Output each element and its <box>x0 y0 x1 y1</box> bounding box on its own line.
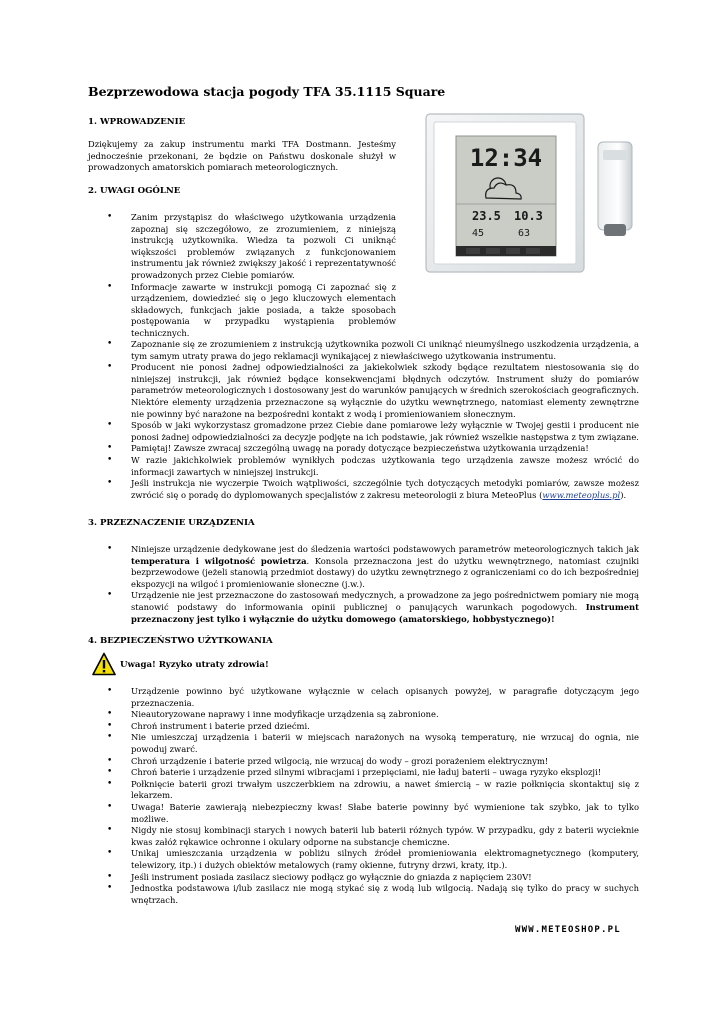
list-item <box>131 544 639 590</box>
list-item: • Urządzenie powinno być użytkowane wyłącznie w celach opisanych powyżej, w paragrafie dotyczącym jego przeznaczenia. <box>131 686 639 709</box>
footer-url: WWW.METEOSHOP.PL <box>515 925 621 935</box>
list-item: • Sposób w jaki wykorzystasz gromadzone przez Ciebie dane pomiarowe leży wyłącznie w Twojej gestii i producent nie ponosi żadnej odpowiedzialności za decyzje podjęte na ich podstawie, jak również wszelkie następstwa z tym związane. <box>131 420 639 443</box>
safety-list <box>131 686 639 906</box>
section-heading-general-notes: 2. UWAGI OGÓLNE <box>88 186 181 196</box>
display-temp-outdoor: 10.3 <box>514 209 543 223</box>
list-item: • Zapoznanie się ze zrozumieniem z instrukcją użytkownika pozwoli Ci uniknąć nieumyślnego uszkodzenia urządzenia, a tym samym utraty prawa do jego reklamacji wynikającej z niewłaściwego użytkowania instrumentu. <box>131 339 639 362</box>
section-heading-purpose: 3. PRZEZNACZENIE URZĄDZENIA <box>88 518 255 528</box>
display-time: 12:34 <box>469 144 543 172</box>
list-item-text: Jeśli instrukcja nie wyczerpie Twoich wątpliwości, szczególnie tych dotyczących metodyki pomiarów, zawsze możesz zwrócić się o poradę do dyplomowanych specjalistów z zakresu meteorologii z biura MeteoPlus ( <box>131 478 639 500</box>
list-item: • Nigdy nie stosuj kombinacji starych i nowych baterii lub baterii różnych typów. W przypadku, gdy z baterii wycieknie kwas załóż rękawice ochronne i okulary odporne na substancje chemiczne. <box>131 825 639 848</box>
product-image <box>420 108 640 278</box>
list-item: • Chroń baterie i urządzenie przed silnymi wibracjami i przepięciami, nie ładuj baterii – uwaga ryzyko eksplozji! <box>131 767 639 779</box>
purpose-text: Niniejsze urządzenie dedykowane jest do śledzenia wartości podstawowych parametrów meteorologicznych takich jak <box>131 544 639 554</box>
health-warning: Uwaga! Ryzyko utraty zdrowia! <box>120 660 269 670</box>
display-hum-outdoor: 63 <box>518 228 531 239</box>
meteoplus-link[interactable]: www.meteoplus.pl <box>542 489 621 500</box>
display-hum-indoor: 45 <box>472 228 485 239</box>
list-item <box>131 590 639 625</box>
purpose-bold-2: Instrument przeznaczony jest tylko i wyłącznie do użytku domowego (amatorskiego, hobbystycznego)! <box>131 601 639 624</box>
general-notes-list-wide <box>131 339 639 501</box>
list-item: • Połknięcie baterii grozi trwałym uszczerbkiem na zdrowiu, a nawet śmiercią – w razie połknięcia skontaktuj się z lekarzem. <box>131 779 639 802</box>
list-item: • Producent nie ponosi żadnej odpowiedzialności za jakiekolwiek szkody będące rezultatem niestosowania się do niniejszej instrukcji, jak również będące konsekwencjami błędnych odczytów. Instrument służy do pomiarów parametrów meteorologicznych i dostosowany jest do warunków panujących w średnich szerokościach geograficznych. Niektóre elementy urządzenia przeznaczone są wyłącznie do użytku wewnętrznego, natomiast elementy zewnętrzne nie powinny być narażone na bezpośredni kontakt z wodą i promieniowaniem słonecznym. <box>131 362 639 420</box>
list-item: • Informacje zawarte w instrukcji pomogą Ci zapoznać się z urządzeniem, dowiedzieć się o jego kluczowych elementach składowych, funkcjach jakie posiada, a także sposobach postępowania w przypadku wystąpienia problemów technicznych. <box>131 282 396 340</box>
purpose-bold: temperatura i wilgotność powietrza <box>131 555 307 566</box>
list-item: • Uwaga! Baterie zawierają niebezpieczny kwas! Słabe baterie powinny być wymienione tak szybko, jak to tylko możliwe. <box>131 802 639 825</box>
section-heading-safety: 4. BEZPIECZEŃSTWO UŻYTKOWANIA <box>88 636 273 646</box>
list-item: • Nie umieszczaj urządzenia i baterii w miejscach narażonych na wysoką temperaturę, nie wrzucaj do ognia, nie powoduj zwarć. <box>131 732 639 755</box>
display-temp-indoor: 23.5 <box>472 209 501 223</box>
purpose-text-2: Urządzenie nie jest przeznaczone do zastosowań medycznych, a prowadzone za jego pośrednictwem pomiary nie mogą stanowić podstawy do informowania opinii publicznej o panujących warunkach pogodowych. <box>131 590 639 612</box>
list-item: • Unikaj umieszczania urządzenia w pobliżu silnych źródeł promieniowania elektromagnetycznego (komputery, telewizory, itp.) i dużych obiektów metalowych (ramy okienne, futryny drzwi, kraty, itp.). <box>131 848 639 871</box>
list-item: • Jeśli instrument posiada zasilacz sieciowy podłącz go wyłącznie do gniazda z napięciem 230V! <box>131 872 639 884</box>
list-item: • Chroń urządzenie i baterie przed wilgocią, nie wrzucaj do wody – grozi porażeniem elektrycznym! <box>131 756 639 768</box>
warning-triangle-icon <box>92 652 116 676</box>
list-item: • Jednostka podstawowa i/lub zasilacz nie mogą stykać się z wodą lub wilgocią. Nadają się tylko do pracy w suchych wnętrzach. <box>131 883 639 906</box>
list-item-text-end: ). <box>620 489 627 500</box>
list-item: • Chroń instrument i baterie przed dziećmi. <box>131 721 639 733</box>
list-item: • Zanim przystąpisz do właściwego użytkowania urządzenia zapoznaj się szczegółowo, ze zrozumieniem, z niniejszą instrukcją użytkownika. Wiedza ta pozwoli Ci uniknąć większości problemów związanych z funkcjonowaniem instrumentu jak również zwiększy jakość i reprezentatywność prowadzonych przez Ciebie pomiarów. <box>131 212 396 282</box>
document-title: Bezprzewodowa stacja pogody TFA 35.1115 Square <box>88 84 446 99</box>
list-item: • Nieautoryzowane naprawy i inne modyfikacje urządzenia są zabronione. <box>131 709 639 721</box>
list-item: • W razie jakichkolwiek problemów wynikłych podczas użytkowania tego urządzenia zawsze możesz wrócić do informacji zawartych w niniejszej instrukcji. <box>131 455 639 478</box>
list-item <box>131 478 639 501</box>
introduction-text: Dziękujemy za zakup instrumentu marki TFA Dostmann. Jesteśmy jednocześnie przekonani, że będzie on Państwu doskonale służył w prowadzonych amatorskich pomiarach meteorologicznych. <box>88 139 396 173</box>
general-notes-list-narrow <box>131 212 396 340</box>
list-item: • Pamiętaj! Zawsze zwracaj szczególną uwagę na porady dotyczące bezpieczeństwa użytkowania urządzenia! <box>131 443 639 455</box>
purpose-list <box>131 544 639 625</box>
purpose-text-end: . Konsola przeznaczona jest do użytku wewnętrznego, natomiast czujniki bezprzewodowe (jeżeli stanowią przedmiot dostawy) do użytku zewnętrznego z ograniczeniami co do ich bezpośredniej ekspozycji na wilgoć i promieniowanie słoneczne (j.w.). <box>131 555 639 589</box>
section-heading-introduction: 1. WPROWADZENIE <box>88 117 186 127</box>
